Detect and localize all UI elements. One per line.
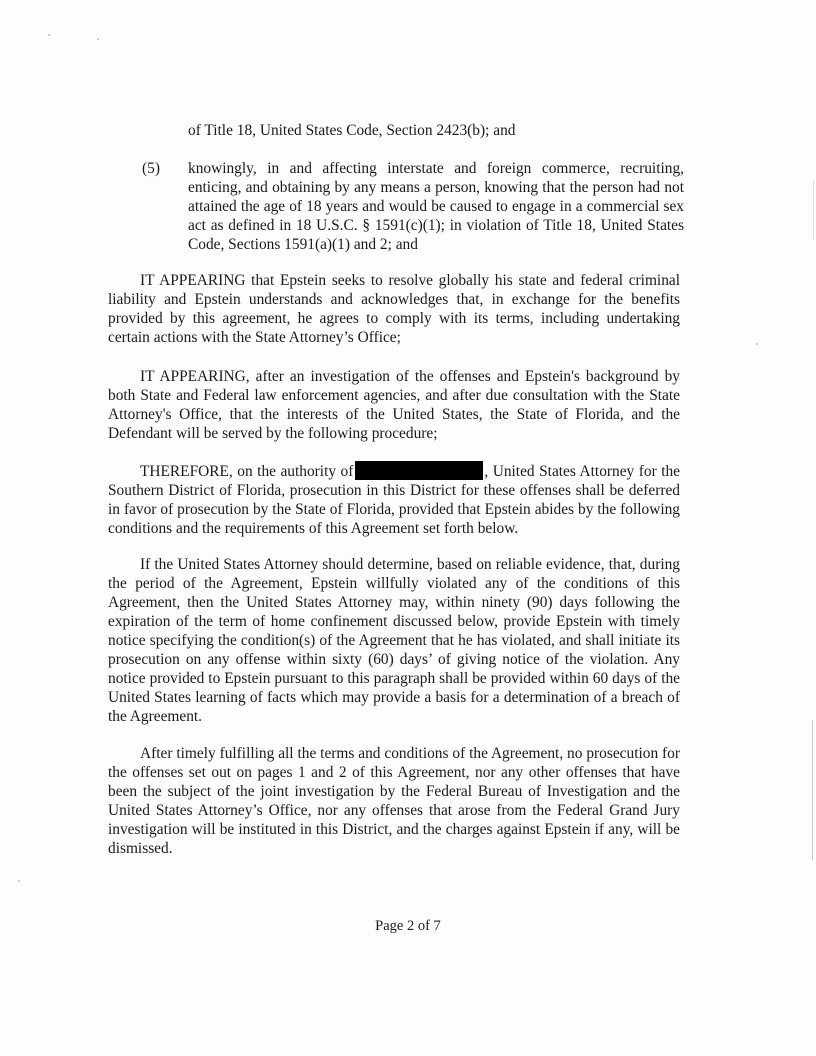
paragraph-authority (108, 461, 680, 538)
scan-edge-mark (812, 720, 813, 860)
authority-text-before: THEREFORE, on the authority of (140, 463, 354, 480)
scan-speck (18, 880, 20, 882)
scan-speck (97, 38, 99, 40)
paragraph-violation-notice: If the United States Attorney should determine, based on reliable evidence, that, during the period of the Agreement, Epstein willfully violated any of the conditions of this Agreement, then the United States Attorney may, within ninety (90) days following the expiration of the term of home confinement discussed below, provide Epstein with timely notice specifying the condition(s) of the Agreement that he has violated, and shall initiate its prosecution on any offense within sixty (60) days’ of giving notice of the violation. Any notice provided to Epstein pursuant to this paragraph shall be provided within 60 days of the United States learning of facts which may provide a basis for a determination of a breach of the Agreement. (108, 556, 680, 725)
list-item-text: knowingly, in and affecting interstate and foreign commerce, recruiting, enticing, and obtaining by any means a person, knowing that the person had not attained the age of 18 years and would be caused to engage in a commercial sex act as defined in 18 U.S.C. § 1591(c)(1); in violation of Title 18, United States Code, Sections 1591(a)(1) and 2; and (188, 160, 684, 253)
page-number-footer: Page 2 of 7 (375, 918, 441, 934)
scan-edge-mark (813, 180, 814, 240)
paragraph-global-resolution: IT APPEARING that Epstein seeks to resolve globally his state and federal criminal liability and Epstein understands and acknowledges that, in exchange for the benefits provided by this agreement, he agrees to comply with its terms, including undertaking certain actions with the State Attorney’s Office; (108, 272, 680, 346)
paragraph-investigation: IT APPEARING, after an investigation of the offenses and Epstein's background by both State and Federal law enforcement agencies, and after due consultation with the State Attorney's Office, that the interests of the United States, the State of Florida, and the Defendant will be served by the following procedure; (108, 368, 680, 442)
paragraph-no-prosecution: After timely fulfilling all the terms and conditions of the Agreement, no prosecution for the offenses set out on pages 1 and 2 of this Agreement, nor any other offenses that have been the subject of the joint investigation by the Federal Bureau of Investigation and the United States Attorney’s Office, nor any offenses that arose from the Federal Grand Jury investigation will be instituted in this District, and the charges against Epstein if any, will be dismissed. (108, 745, 680, 857)
authority-text-after: , United States Attorney for the Southern District of Florida, prosecution in this District for these offenses shall be deferred in favor of prosecution by the State of Florida, provided that Epstein abides by the following conditions and the requirements of this Agreement set forth below. (108, 463, 680, 537)
scan-speck (756, 343, 758, 345)
list-item-number: (5) (142, 160, 160, 177)
continuation-line: of Title 18, United States Code, Section 2423(b); and (188, 122, 516, 139)
scan-speck (48, 34, 50, 36)
redaction-box (355, 461, 483, 480)
